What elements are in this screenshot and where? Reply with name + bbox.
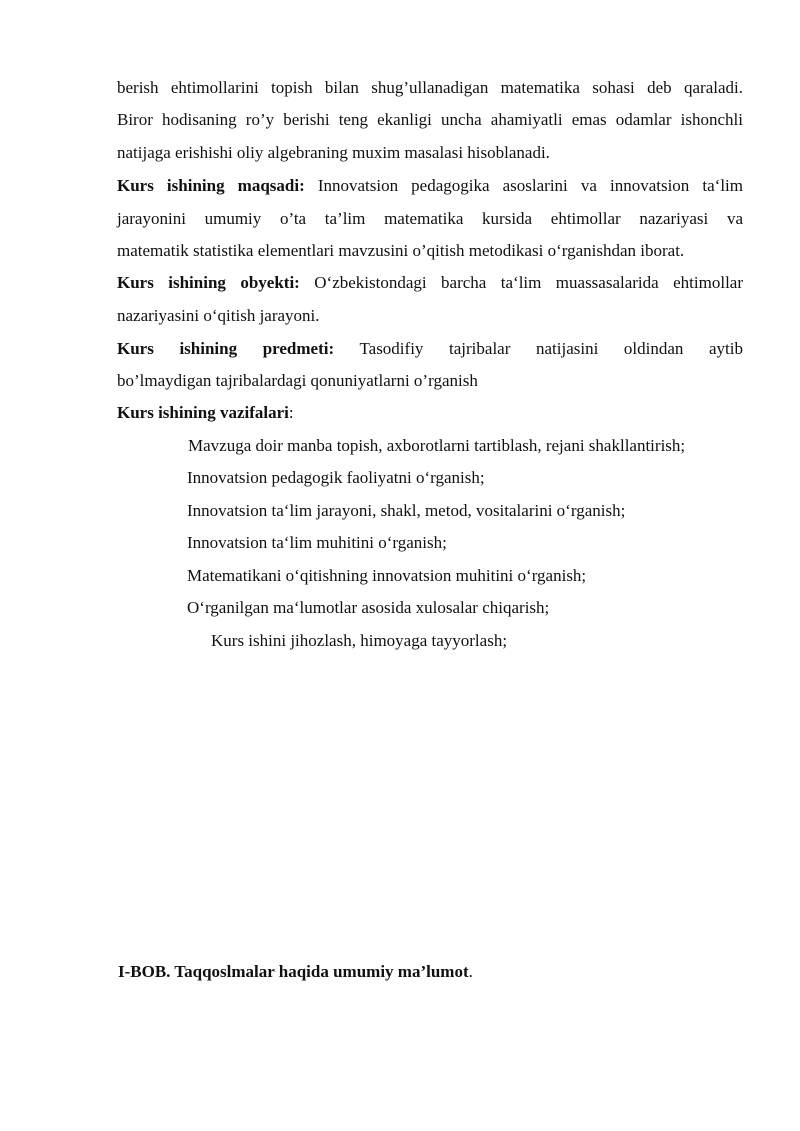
object-label: Kurs ishining obyekti:	[117, 273, 300, 292]
goal-paragraph-line-1	[117, 176, 743, 196]
object-paragraph-line-1	[117, 273, 743, 293]
chapter-title-period: .	[468, 962, 473, 981]
goal-line-3: matematik statistika elementlari mavzusini o’qitish metodikasi o‘rganishdan iborat.	[117, 241, 685, 260]
subject-label: Kurs ishining predmeti:	[117, 339, 335, 358]
task-item: O‘rganilgan ma‘lumotlar asosida xulosalar chiqarish;	[187, 598, 550, 617]
intro-line-1: berish ehtimollarini topish bilan shug’ullanadigan matematika sohasi deb qaraladi.	[117, 78, 743, 97]
tasks-label: Kurs ishining vazifalari	[117, 403, 289, 422]
task-item: Innovatsion pedagogik faoliyatni o‘rganish;	[187, 468, 485, 487]
goal-label: Kurs ishining maqsadi:	[117, 176, 305, 195]
task-item: Innovatsion ta‘lim jarayoni, shakl, metod, vositalarini o‘rganish;	[187, 501, 626, 520]
task-item: Innovatsion ta‘lim muhitini o‘rganish;	[187, 533, 447, 552]
object-line-2: nazariyasini o‘qitish jarayoni.	[117, 306, 320, 325]
task-item: Kurs ishini jihozlash, himoyaga tayyorlash;	[211, 631, 508, 650]
intro-line-3: natijaga erishishi oliy algebraning muxim masalasi hisoblanadi.	[117, 143, 550, 162]
subject-line-2: bo’lmaydigan tajribalardagi qonuniyatlarni o’rganish	[117, 371, 478, 390]
subject-paragraph-line-1	[117, 339, 743, 359]
object-text-1: O‘zbekistondagi barcha ta‘lim muassasalarida ehtimollar	[299, 273, 743, 292]
goal-text-1: Innovatsion pedagogika asoslarini va innovatsion ta‘lim	[304, 176, 743, 195]
chapter-heading	[118, 962, 473, 982]
chapter-title: I-BOB. Taqqoslmalar haqida umumiy ma’lumot	[118, 962, 469, 981]
task-item: Mavzuga doir manba topish, axborotlarni tartiblash, rejani shakllantirish;	[188, 436, 686, 455]
task-item: Matematikani o‘qitishning innovatsion muhitini o‘rganish;	[187, 566, 587, 585]
tasks-colon: :	[288, 403, 294, 422]
intro-line-2: Biror hodisaning ro’y berishi teng ekanligi uncha ahamiyatli emas odamlar ishonchli	[117, 110, 743, 129]
goal-line-2: jarayonini umumiy o’ta ta’lim matematika kursida ehtimollar nazariyasi va	[117, 209, 743, 228]
tasks-heading	[117, 403, 743, 423]
subject-text-1: Tasodifiy tajribalar natijasini oldindan aytib	[334, 339, 743, 358]
